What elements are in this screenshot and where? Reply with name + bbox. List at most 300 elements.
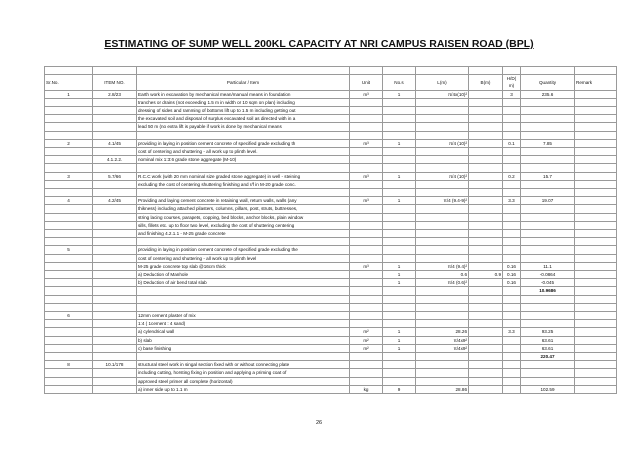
cell-item: 4.2/45 — [93, 197, 137, 205]
cell-nos — [383, 148, 416, 156]
cell-b — [469, 344, 503, 352]
cell-item — [93, 238, 137, 246]
cell-l: π/4x9² — [416, 344, 469, 352]
cell-unit: m² — [350, 328, 383, 336]
cell-l — [416, 115, 469, 123]
cell-remark — [575, 279, 617, 287]
cell-particular — [137, 189, 350, 197]
cell-h — [503, 353, 521, 361]
cell-qty: -0.0864 — [521, 271, 575, 279]
cell-b — [469, 377, 503, 385]
cell-particular — [137, 287, 350, 295]
cell-h — [503, 230, 521, 238]
table-row — [45, 189, 617, 197]
cell-srno — [45, 205, 93, 213]
header-h — [503, 75, 521, 90]
cell-unit: m³ — [350, 172, 383, 180]
cell-b — [469, 385, 503, 393]
cell-unit: kg — [350, 385, 383, 393]
cell-unit — [350, 295, 383, 303]
cell-nos — [383, 238, 416, 246]
table-row — [45, 148, 617, 156]
cell-unit: m³ — [350, 197, 383, 205]
cell-l: π/4 (9.4)² — [416, 262, 469, 270]
cell-item — [93, 246, 137, 254]
cell-particular: structural steel work in singal section fixed with or without connecting plate — [137, 361, 350, 369]
cell-item — [93, 221, 137, 229]
header-h-bottom: m) — [508, 83, 515, 89]
cell-srno — [45, 279, 93, 287]
cell-l — [416, 164, 469, 172]
cell-h — [503, 221, 521, 229]
cell-unit — [350, 115, 383, 123]
cell-unit — [350, 361, 383, 369]
cell-b — [469, 311, 503, 319]
table-row — [45, 377, 617, 385]
cell-particular: approved steel primer all complete (horizontal) — [137, 377, 350, 385]
cell-particular: thikness) including attached pilasters, columns, pillars, post, struts, buttresses, — [137, 205, 350, 213]
table-row — [45, 385, 617, 393]
cell-qty — [521, 369, 575, 377]
cell-h — [503, 164, 521, 172]
cell-b — [469, 131, 503, 139]
header-h-top: H/D( — [506, 76, 517, 82]
cell-remark — [575, 295, 617, 303]
cell-b — [469, 107, 503, 115]
cell-particular: 12mm cement plaster of mix — [137, 311, 350, 319]
cell-b — [469, 287, 503, 295]
cell-item — [93, 369, 137, 377]
cell-remark — [575, 205, 617, 213]
table-row — [45, 197, 617, 205]
cell-h — [503, 98, 521, 106]
cell-h — [503, 303, 521, 311]
cell-item — [93, 279, 137, 287]
cell-srno — [45, 287, 93, 295]
page-number: 26 — [315, 420, 323, 426]
cell-h — [503, 320, 521, 328]
cell-item: 4.1/45 — [93, 139, 137, 147]
cell-unit — [350, 189, 383, 197]
cell-item — [93, 164, 137, 172]
table-row — [45, 180, 617, 188]
table-row — [45, 115, 617, 123]
cell-item — [93, 344, 137, 352]
cell-srno: 2 — [45, 139, 93, 147]
cell-unit: m³ — [350, 139, 383, 147]
cell-remark — [575, 320, 617, 328]
cell-unit — [350, 107, 383, 115]
cell-item — [93, 205, 137, 213]
cell-l — [416, 156, 469, 164]
header-qty: Quantity — [521, 75, 575, 90]
cell-srno — [45, 353, 93, 361]
cell-nos — [383, 205, 416, 213]
cell-remark — [575, 221, 617, 229]
cell-l: 28.86 — [416, 385, 469, 393]
table-row — [45, 107, 617, 115]
cell-srno: 8 — [45, 361, 93, 369]
cell-unit — [350, 131, 383, 139]
table-row — [45, 328, 617, 336]
cell-qty — [521, 213, 575, 221]
cell-l — [416, 205, 469, 213]
cell-l — [416, 254, 469, 262]
cell-particular: string lacing courses, parapets, copping, bed blocks, anchor blocks, plain window — [137, 213, 350, 221]
cell-particular: b) Deduction of air bend total slab — [137, 279, 350, 287]
table-row — [45, 131, 617, 139]
cell-qty — [521, 131, 575, 139]
table-row — [45, 320, 617, 328]
cell-b — [469, 172, 503, 180]
cell-srno: 1 — [45, 90, 93, 98]
cell-b — [469, 303, 503, 311]
cell-qty — [521, 311, 575, 319]
cell-qty: 15.7 — [521, 172, 575, 180]
cell-qty — [521, 123, 575, 131]
cell-h: 3.3 — [503, 197, 521, 205]
header-remark: Remark — [575, 75, 617, 90]
cell-qty — [521, 320, 575, 328]
cell-nos — [383, 156, 416, 164]
cell-item — [93, 328, 137, 336]
cell-b: 0.9 — [469, 271, 503, 279]
cell-qty — [521, 115, 575, 123]
cell-qty — [521, 246, 575, 254]
cell-l: π/4 (10)² — [416, 172, 469, 180]
cell-unit — [350, 287, 383, 295]
cell-particular: cost of centering and shuttering - all work up to plinth level — [137, 254, 350, 262]
cell-h: 3.3 — [503, 328, 521, 336]
cell-h — [503, 115, 521, 123]
cell-b — [469, 328, 503, 336]
cell-unit — [350, 271, 383, 279]
header-srno: Sr.No. — [45, 75, 93, 90]
cell-h — [503, 336, 521, 344]
cell-remark — [575, 336, 617, 344]
cell-b — [469, 369, 503, 377]
cell-unit — [350, 123, 383, 131]
cell-srno — [45, 328, 93, 336]
cell-item — [93, 287, 137, 295]
cell-l: π/4 (10)² — [416, 139, 469, 147]
cell-qty — [521, 156, 575, 164]
cell-remark — [575, 369, 617, 377]
table-row — [45, 156, 617, 164]
cell-qty: 11.1 — [521, 262, 575, 270]
cell-h — [503, 148, 521, 156]
cell-nos — [383, 180, 416, 188]
cell-item — [93, 336, 137, 344]
cell-nos: 1 — [383, 328, 416, 336]
cell-remark — [575, 123, 617, 131]
cell-l — [416, 361, 469, 369]
cell-nos — [383, 311, 416, 319]
cell-unit — [350, 303, 383, 311]
cell-qty: 93.25 — [521, 328, 575, 336]
cell-srno — [45, 262, 93, 270]
cell-remark — [575, 180, 617, 188]
cell-qty — [521, 377, 575, 385]
cell-l — [416, 230, 469, 238]
cell-particular: tranches or drains (not exceeding 1.5 m in width or 10 sqm on plan) including — [137, 98, 350, 106]
cell-l — [416, 180, 469, 188]
cell-h — [503, 205, 521, 213]
cell-remark — [575, 189, 617, 197]
table-row — [45, 139, 617, 147]
cell-unit — [350, 164, 383, 172]
cell-nos — [383, 361, 416, 369]
table-row — [45, 172, 617, 180]
cell-item — [93, 320, 137, 328]
cell-srno — [45, 320, 93, 328]
cell-b — [469, 205, 503, 213]
cell-l — [416, 189, 469, 197]
cell-b — [469, 230, 503, 238]
cell-item — [93, 271, 137, 279]
cell-h — [503, 361, 521, 369]
table-row — [45, 123, 617, 131]
table-row — [45, 262, 617, 270]
cell-qty: 63.61 — [521, 344, 575, 352]
cell-particular — [137, 353, 350, 361]
cell-srno — [45, 189, 93, 197]
table-row — [45, 90, 617, 98]
blank-row — [45, 67, 617, 75]
cell-particular: R.C.C work (with 20 mm nominal size graded stone aggregate) in well - steining — [137, 172, 350, 180]
cell-remark — [575, 139, 617, 147]
cell-unit — [350, 221, 383, 229]
cell-srno — [45, 295, 93, 303]
cell-unit: m² — [350, 344, 383, 352]
cell-unit — [350, 156, 383, 164]
cell-nos: 1 — [383, 279, 416, 287]
cell-particular: Providing and laying cement concrete in retaining wall, return walls, walls (any — [137, 197, 350, 205]
cell-b — [469, 320, 503, 328]
cell-item — [93, 303, 137, 311]
cell-nos: 1 — [383, 336, 416, 344]
cell-particular: 1:4 ( 1cement : 4 sand) — [137, 320, 350, 328]
cell-b — [469, 180, 503, 188]
cell-unit — [350, 311, 383, 319]
cell-remark — [575, 311, 617, 319]
cell-l: 28.26 — [416, 328, 469, 336]
cell-qty — [521, 303, 575, 311]
table-row — [45, 311, 617, 319]
cell-b — [469, 148, 503, 156]
cell-remark — [575, 377, 617, 385]
cell-nos: 1 — [383, 344, 416, 352]
cell-remark — [575, 246, 617, 254]
cell-particular: the excavated soil and disposal of surplus excavated soil as directed with in a — [137, 115, 350, 123]
cell-srno — [45, 385, 93, 393]
cell-b — [469, 115, 503, 123]
cell-item — [93, 311, 137, 319]
cell-nos — [383, 107, 416, 115]
cell-particular — [137, 303, 350, 311]
table-row — [45, 213, 617, 221]
cell-srno: 5 — [45, 246, 93, 254]
cell-srno — [45, 164, 93, 172]
cell-remark — [575, 164, 617, 172]
cell-remark — [575, 262, 617, 270]
table-row — [45, 230, 617, 238]
table-row — [45, 336, 617, 344]
cell-h: 0.16 — [503, 271, 521, 279]
cell-particular: b) slab — [137, 336, 350, 344]
cell-l: π/4x9² — [416, 336, 469, 344]
cell-srno — [45, 271, 93, 279]
cell-unit — [350, 213, 383, 221]
cell-particular — [137, 238, 350, 246]
cell-b — [469, 262, 503, 270]
cell-particular: a) inner side up to 1.1 m — [137, 385, 350, 393]
cell-item — [93, 295, 137, 303]
cell-item — [93, 385, 137, 393]
cell-nos — [383, 246, 416, 254]
cell-item: 4.1.2.2. — [93, 156, 137, 164]
cell-remark — [575, 213, 617, 221]
cell-b — [469, 221, 503, 229]
cell-srno: 3 — [45, 172, 93, 180]
cell-unit — [350, 205, 383, 213]
cell-nos — [383, 98, 416, 106]
cell-unit: m³ — [350, 262, 383, 270]
cell-unit: m³ — [350, 90, 383, 98]
cell-particular: nominal mix 1:3:6 grade stone aggregate (M-10) — [137, 156, 350, 164]
table-row — [45, 353, 617, 361]
cell-particular: c) base finishing — [137, 344, 350, 352]
cell-l — [416, 320, 469, 328]
cell-item — [93, 98, 137, 106]
cell-nos: 1 — [383, 90, 416, 98]
cell-nos — [383, 254, 416, 262]
cell-remark — [575, 90, 617, 98]
header-row — [45, 75, 617, 90]
cell-item — [93, 254, 137, 262]
cell-srno — [45, 369, 93, 377]
cell-h — [503, 189, 521, 197]
cell-qty: -0.045 — [521, 279, 575, 287]
cell-item — [93, 123, 137, 131]
cell-nos — [383, 189, 416, 197]
cell-nos — [383, 369, 416, 377]
cell-nos — [383, 320, 416, 328]
table-row — [45, 221, 617, 229]
cell-b — [469, 123, 503, 131]
table-row — [45, 246, 617, 254]
cell-l: π/4x(10)² — [416, 90, 469, 98]
cell-h — [503, 107, 521, 115]
table-row — [45, 238, 617, 246]
cell-particular: and finishing 4.2.1.1 - M-25 grade concrete — [137, 230, 350, 238]
cell-srno — [45, 148, 93, 156]
cell-srno — [45, 344, 93, 352]
cell-qty — [521, 295, 575, 303]
table-row — [45, 344, 617, 352]
cell-nos — [383, 213, 416, 221]
table-row — [45, 164, 617, 172]
table-row — [45, 271, 617, 279]
cell-item — [93, 107, 137, 115]
cell-b — [469, 246, 503, 254]
cell-particular: lead 50 m (no extra lift is payable if work is done by mechanical means — [137, 123, 350, 131]
cell-l — [416, 287, 469, 295]
cell-qty — [521, 238, 575, 246]
cell-particular — [137, 131, 350, 139]
cell-remark — [575, 353, 617, 361]
cell-qty: 63.61 — [521, 336, 575, 344]
cell-qty — [521, 254, 575, 262]
cell-l — [416, 213, 469, 221]
cell-nos: 1 — [383, 197, 416, 205]
table-row — [45, 361, 617, 369]
header-l: L(m) — [416, 75, 469, 90]
cell-nos — [383, 115, 416, 123]
cell-particular: M-25 grade concrete top slab @16cm thick — [137, 262, 350, 270]
cell-h — [503, 156, 521, 164]
cell-nos — [383, 221, 416, 229]
cell-particular: a) cylendrical wall — [137, 328, 350, 336]
cell-unit — [350, 230, 383, 238]
table-row — [45, 98, 617, 106]
cell-l: 0.6 — [416, 271, 469, 279]
cell-l — [416, 246, 469, 254]
cell-unit — [350, 320, 383, 328]
cell-b — [469, 139, 503, 147]
cell-srno — [45, 213, 93, 221]
table-row — [45, 287, 617, 295]
cell-remark — [575, 303, 617, 311]
cell-qty — [521, 230, 575, 238]
cell-srno — [45, 107, 93, 115]
cell-l — [416, 107, 469, 115]
cell-b — [469, 295, 503, 303]
cell-srno: 4 — [45, 197, 93, 205]
cell-srno — [45, 123, 93, 131]
cell-remark — [575, 385, 617, 393]
cell-qty — [521, 189, 575, 197]
cell-qty: 235.6 — [521, 90, 575, 98]
cell-srno — [45, 238, 93, 246]
cell-b — [469, 213, 503, 221]
cell-nos: 9 — [383, 385, 416, 393]
cell-nos — [383, 353, 416, 361]
cell-h — [503, 246, 521, 254]
cell-remark — [575, 107, 617, 115]
cell-item — [93, 131, 137, 139]
cell-unit — [350, 98, 383, 106]
table-row — [45, 303, 617, 311]
cell-item — [93, 189, 137, 197]
cell-h: 3 — [503, 90, 521, 98]
cell-qty — [521, 164, 575, 172]
cell-particular: sills, fillets etc. up to floor two level, excluding the cost of shuttering centering — [137, 221, 350, 229]
cell-remark — [575, 254, 617, 262]
cell-h: 0.1 — [503, 139, 521, 147]
cell-unit: m² — [350, 336, 383, 344]
table-row — [45, 369, 617, 377]
cell-item: 10.1/178 — [93, 361, 137, 369]
cell-remark — [575, 287, 617, 295]
cell-h — [503, 238, 521, 246]
cell-srno — [45, 156, 93, 164]
cell-srno — [45, 230, 93, 238]
cell-qty: 10.9686 — [521, 287, 575, 295]
cell-h — [503, 131, 521, 139]
cell-srno — [45, 180, 93, 188]
cell-b — [469, 156, 503, 164]
